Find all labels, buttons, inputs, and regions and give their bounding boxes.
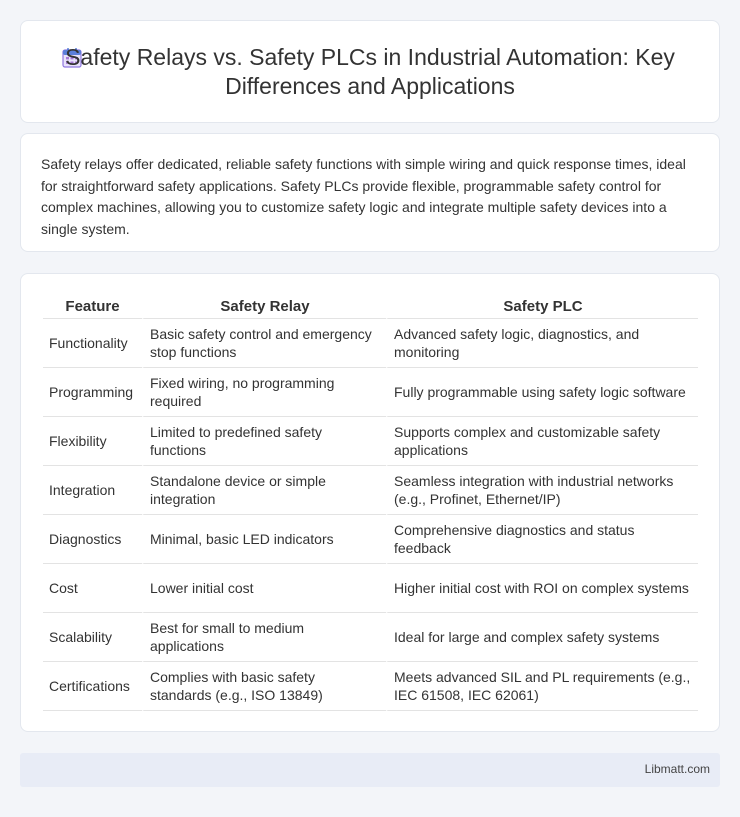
feature-cell: Flexibility <box>43 417 142 466</box>
plc-cell: Ideal for large and complex safety systems <box>386 613 698 662</box>
feature-cell: Scalability <box>43 613 142 662</box>
feature-cell: Programming <box>43 368 142 417</box>
footer <box>20 753 720 787</box>
plc-cell: Comprehensive diagnostics and status feedback <box>386 515 698 564</box>
intro-paragraph: Safety relays offer dedicated, reliable safety functions with simple wiring and quick response times, ideal for straightforward safety applications. Safety PLCs provide flexible, programmable safety control for complex machines, allowing you to customize safety logic and integrate multiple safety devices into a single system. <box>41 156 686 237</box>
plc-cell: Supports complex and customizable safety applications <box>386 417 698 466</box>
plc-cell: Seamless integration with industrial networks (e.g., Profinet, Ethernet/IP) <box>386 466 698 515</box>
table-row <box>43 613 698 662</box>
plc-cell: Meets advanced SIL and PL requirements (e.g., IEC 61508, IEC 62061) <box>386 662 698 711</box>
table-row <box>43 368 698 417</box>
table-header-row <box>43 296 698 319</box>
relay-cell: Standalone device or simple integration <box>142 466 386 515</box>
feature-cell: Functionality <box>43 319 142 368</box>
relay-cell: Limited to predefined safety functions <box>142 417 386 466</box>
header-safety-relay: Safety Relay <box>142 296 386 319</box>
table-row <box>43 417 698 466</box>
intro-card <box>20 133 720 252</box>
header-safety-plc: Safety PLC <box>386 296 698 319</box>
table-row <box>43 319 698 368</box>
plc-cell: Advanced safety logic, diagnostics, and monitoring <box>386 319 698 368</box>
relay-cell: Basic safety control and emergency stop functions <box>142 319 386 368</box>
plc-cell: Higher initial cost with ROI on complex systems <box>386 564 698 613</box>
title-card <box>20 20 720 123</box>
footer-site-link[interactable]: Libmatt.com <box>644 762 710 776</box>
feature-cell: Cost <box>43 564 142 613</box>
table-row <box>43 515 698 564</box>
feature-cell: Integration <box>43 466 142 515</box>
table-row <box>43 466 698 515</box>
feature-cell: Diagnostics <box>43 515 142 564</box>
plc-cell: Fully programmable using safety logic software <box>386 368 698 417</box>
feature-cell: Certifications <box>43 662 142 711</box>
header-feature: Feature <box>43 296 142 319</box>
table-row <box>43 662 698 711</box>
comparison-table <box>43 296 698 711</box>
relay-cell: Fixed wiring, no programming required <box>142 368 386 417</box>
table-row <box>43 564 698 613</box>
relay-cell: Minimal, basic LED indicators <box>142 515 386 564</box>
relay-cell: Best for small to medium applications <box>142 613 386 662</box>
page-title: Safety Relays vs. Safety PLCs in Industrial Automation: Key Differences and Applications <box>65 44 675 99</box>
relay-cell: Lower initial cost <box>142 564 386 613</box>
relay-cell: Complies with basic safety standards (e.g., ISO 13849) <box>142 662 386 711</box>
comparison-card <box>20 273 720 732</box>
